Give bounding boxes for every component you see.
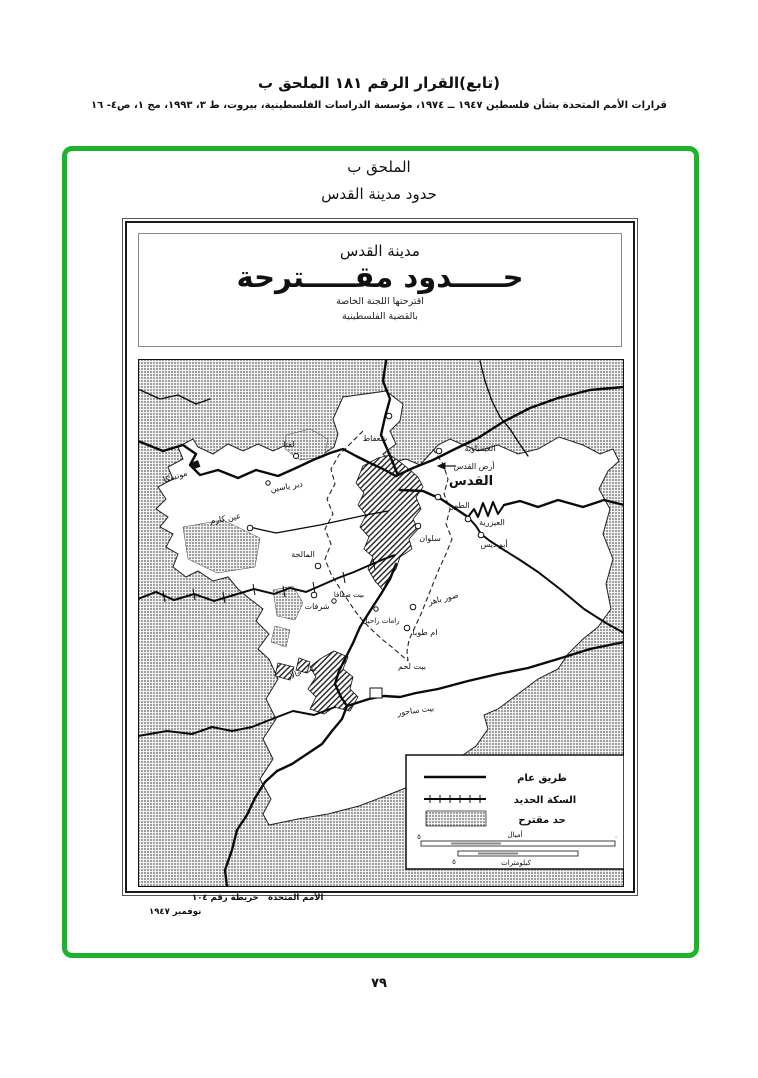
page-number: ٧٩	[371, 976, 387, 991]
map-label-issawiya: العيساوية	[464, 444, 496, 453]
map-title-city: مدينة القدس	[340, 242, 420, 260]
legend-road-label: طريق عام	[517, 773, 567, 784]
miles-scale-bar	[421, 841, 615, 846]
map-label-silwan: سلوان	[419, 534, 441, 543]
map-canvas	[138, 359, 624, 887]
legend-boundary-label: حد مقترح	[518, 815, 566, 826]
map-label-eizariya: العيزرية	[479, 518, 505, 527]
map-label-deir-yassin: دير ياسين	[269, 479, 304, 494]
map-caption	[137, 893, 367, 933]
legend-miles-label: أميال	[507, 831, 523, 839]
annex-title: الملحق ب	[347, 158, 411, 176]
map-label-sur-baher: صور باهر	[427, 590, 460, 607]
map-label-beit-safafa: بيت صفافا	[333, 591, 365, 599]
map-label-shuafat: شعفاط	[362, 434, 388, 443]
miles-scale-left: ٥	[417, 833, 421, 841]
map-label-abu-dis: أبو ديس	[480, 540, 508, 549]
legend-railway-label: السكة الحديد	[513, 795, 577, 806]
citation-line: قرارات الأمم المتحدة بشأن فلسطين ١٩٤٧ ــ ١٩٧٤، مؤسسة الدراسات الفلسطينية، بيروت، ط ٣، ١٩٩٣، مج ١، ص٤- ١٦	[91, 100, 667, 111]
map-label-beit-jala: بيت جالا	[288, 662, 318, 681]
map-label-al-malha: المالحة	[291, 550, 315, 559]
map-label-jerusalem: القدس	[448, 474, 494, 489]
jerusalem-map	[138, 359, 624, 887]
map-label-umm-tuba: ام طوبا	[412, 628, 438, 637]
legend-boundary-swatch	[426, 811, 486, 826]
miles-scale-right: ٠	[614, 833, 618, 841]
map-legend	[406, 755, 624, 869]
caption-map-number: خريطة رقم ١٠٤	[192, 893, 259, 903]
map-frame	[125, 221, 635, 893]
map-label-al-tur: الطور	[450, 501, 470, 510]
caption-org: الأمم المتحدة	[268, 893, 324, 903]
map-label-ein-karem: عين كارم	[209, 511, 242, 526]
map-label-beit-sahour: بيت ساحور	[396, 703, 435, 718]
legend-km-label: كيلومترات	[501, 859, 531, 867]
map-label-sharafat: شرفات	[304, 602, 330, 611]
map-title-sub2: بالقضية الفلسطينية	[342, 311, 418, 323]
km-scale-left: ٥	[452, 858, 456, 866]
map-title-sub1: اقترحتها اللجنة الخاصة	[336, 296, 424, 308]
caption-date: نوفمبر ١٩٤٧	[149, 907, 202, 917]
map-title-main: حـــــدود مقـــــترحة	[236, 260, 524, 294]
map-label-motza: موتسكا	[162, 468, 189, 485]
map-title-box	[138, 233, 622, 347]
map-label-ramat-rachel: رامات راحيل	[362, 617, 400, 625]
page-title: (تابع)القرار الرقم ١٨١ الملحق ب	[258, 74, 500, 92]
map-label-lifta: لفتا	[283, 440, 295, 449]
map-label-jerusalem-land: أرض القدس	[453, 462, 495, 471]
annex-subtitle: حدود مدينة القدس	[321, 185, 437, 203]
map-label-bethlehem: بيت لحم	[398, 662, 426, 671]
